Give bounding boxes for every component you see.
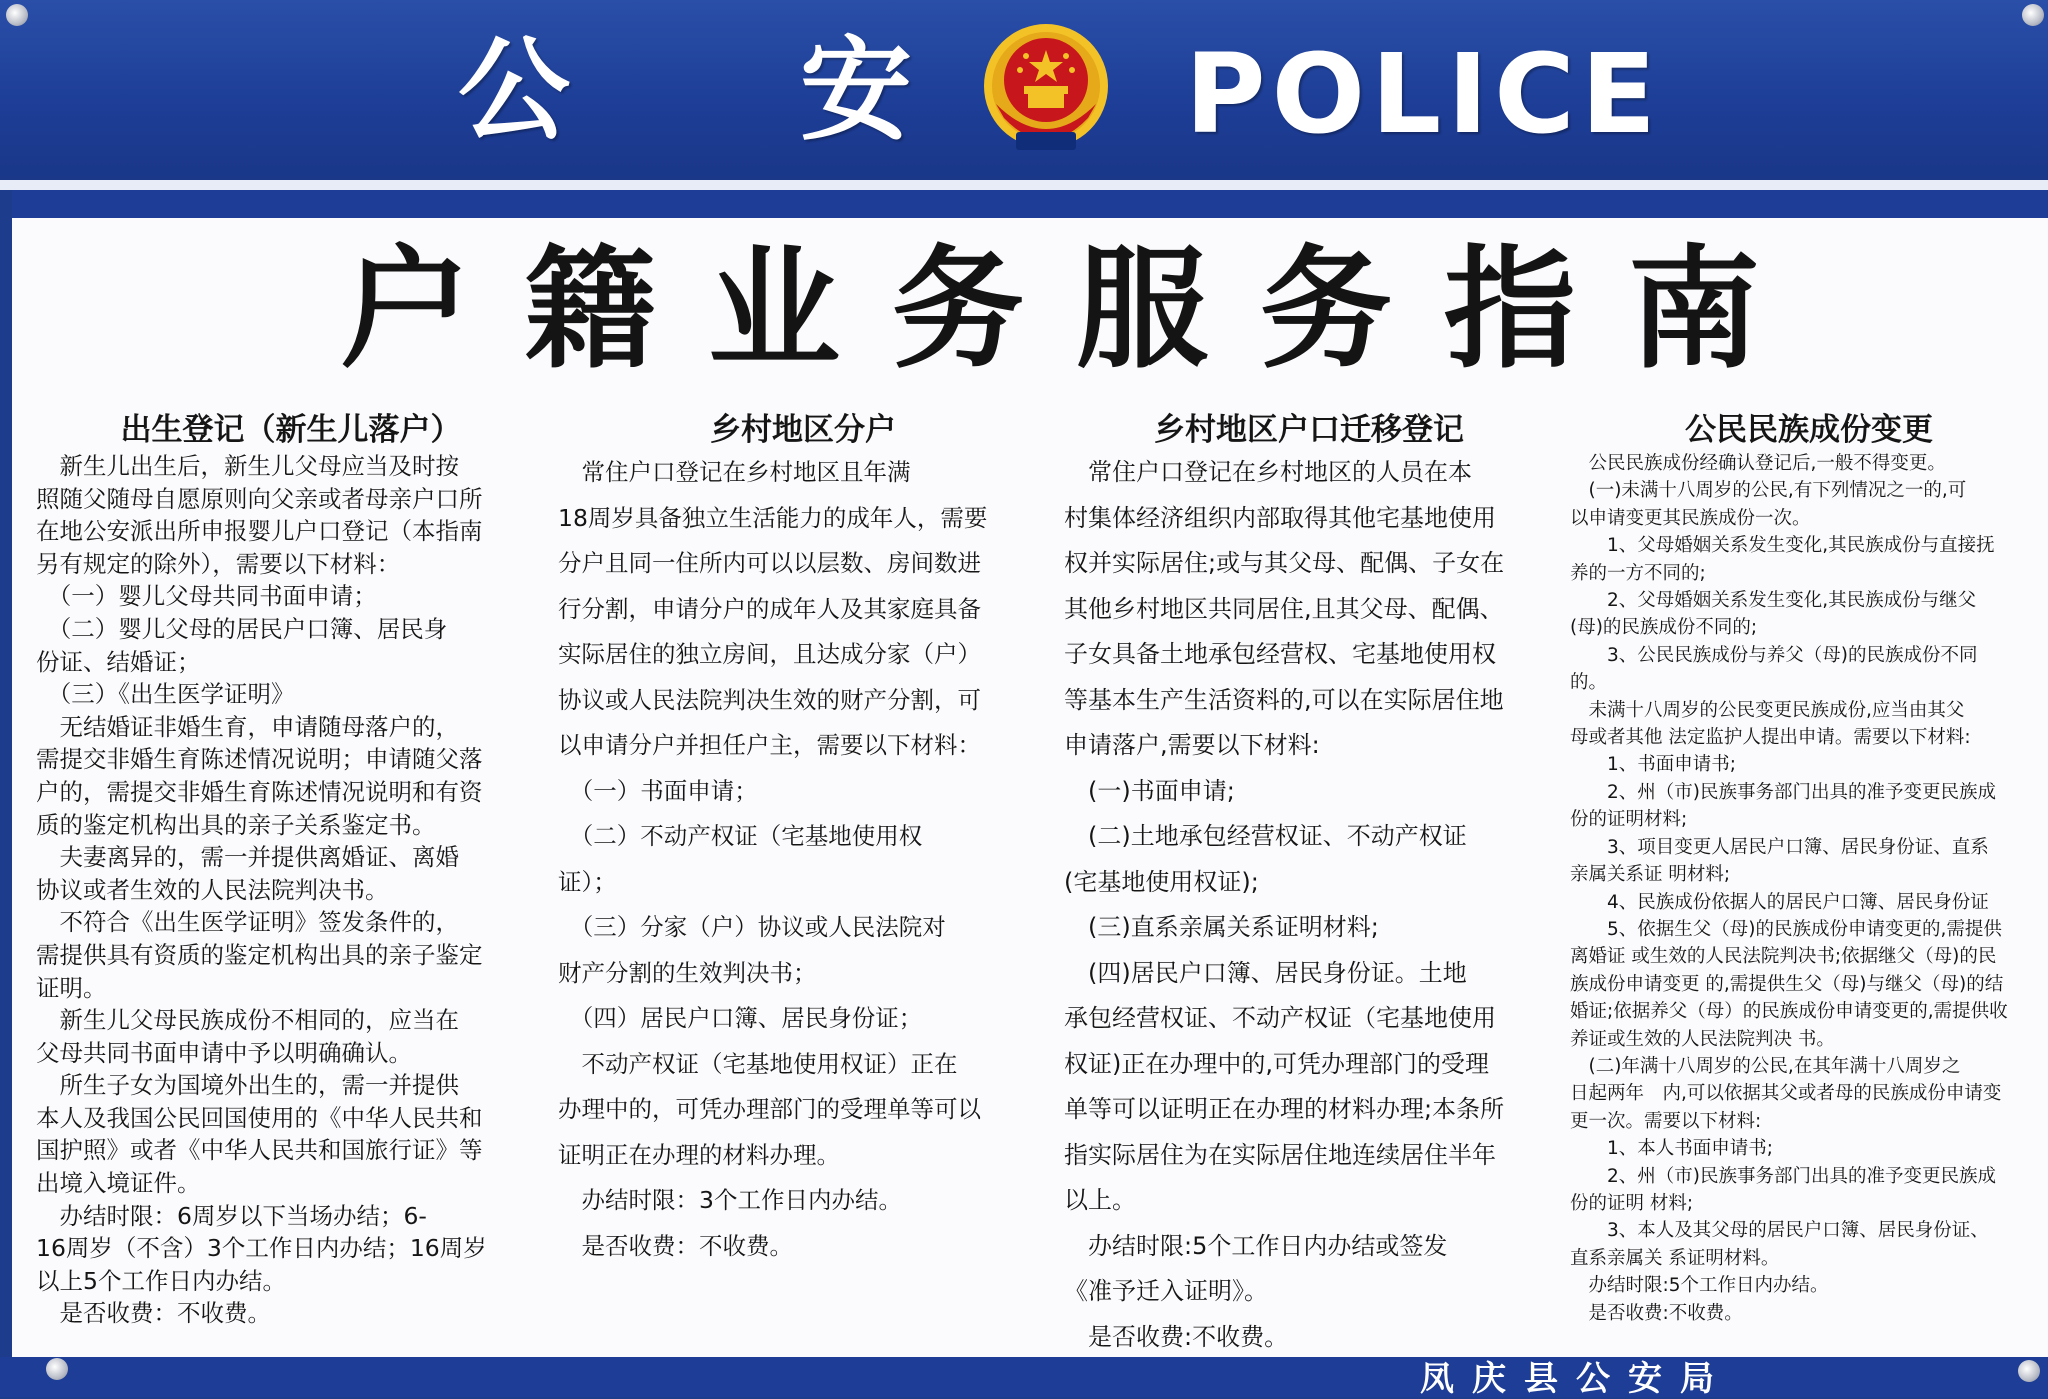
section-line: 5、依据生父（母)的民族成份申请变更的,需提供 (1570, 918, 2002, 940)
section-line: 办结时限:5个工作日内办结或签发 (1064, 1231, 1448, 1260)
section-line: （三）分家（户）协议或人民法院对 (558, 913, 946, 941)
section-line: （三）《出生医学证明》 (36, 680, 295, 709)
section-line: (二)年满十八周岁的公民,在其年满十八周岁之 (1570, 1055, 1961, 1077)
section-line: （一）书面申请； (558, 776, 758, 805)
section-line: 《准予迁入证明》。 (1064, 1277, 1268, 1305)
section-line: 另有规定的除外），需要以下材料： (36, 549, 401, 578)
section-line: 是否收费:不收费。 (1064, 1322, 1289, 1351)
section-line: 2、州（市)民族事务部门出具的准予变更民族成 (1570, 1165, 1996, 1187)
section-line: 的。 (1570, 672, 1608, 694)
header-divider (0, 180, 2048, 190)
section-line: 新生儿父母民族成份不相同的，应当在 (36, 1006, 459, 1035)
section-line: 未满十八周岁的公民变更民族成份,应当由其父 (1570, 699, 1965, 721)
header-banner (0, 0, 2048, 180)
section-line: 申请落户,需要以下材料: (1064, 731, 1320, 759)
section-line: 协议或人民法院判决生效的财产分割，可 (558, 685, 981, 714)
footer-issuer: 凤庆县公安局 (1420, 1359, 1732, 1399)
section-line: 本人及我国公民回国使用的《中华人民共和 (36, 1103, 483, 1132)
section-line: 常住户口登记在乡村地区且年满 (558, 458, 911, 486)
section-body (558, 450, 1048, 1269)
section-line: 证）； (558, 867, 617, 896)
section-line: 单等可以证明正在办理的材料办理;本条所 (1064, 1095, 1505, 1123)
footer-banner (0, 1357, 2048, 1397)
section-line: 子女具备土地承包经营权、宅基地使用权 (1064, 640, 1496, 668)
section-line: 国护照》或者《中华人民共和国旅行证》等 (36, 1136, 483, 1165)
header-police-text: POLICE (1185, 30, 1663, 158)
section-line: 不动产权证（宅基地使用权证）正在 (558, 1049, 958, 1078)
section-line: 公民民族成份经确认登记后,一般不得变更。 (1570, 453, 1946, 474)
section-line: 办结时限：3个工作日内办结。 (558, 1186, 902, 1214)
section-line: 出境入境证件。 (36, 1169, 201, 1198)
section-line: 18周岁具备独立生活能力的成年人，需要 (558, 503, 988, 532)
section-line: 需提交非婚生育陈述情况说明；申请随父落 (36, 745, 483, 774)
section-line: 证明正在办理的材料办理。 (558, 1140, 840, 1169)
section-line: 1、父母婚姻关系发生变化,其民族成份与直接抚 (1570, 535, 1995, 557)
section-line: 离婚证 或生效的人民法院判决书;依据继父（母)的民 (1570, 946, 1997, 968)
header-blue-strip (12, 190, 2048, 218)
section-line: 以上5个工作日内办结。 (36, 1266, 286, 1295)
section-line: 3、本人及其父母的居民户口簿、居民身份证、 (1570, 1220, 1989, 1242)
section-line: 亲属关系证 明材料; (1570, 864, 1731, 886)
section-line: 2、州（市)民族事务部门出具的准予变更民族成 (1570, 781, 1996, 803)
section-line: 承包经营权证、不动产权证（宅基地使用 (1064, 1004, 1496, 1032)
section-line: （一）婴儿父母共同书面申请； (36, 582, 377, 611)
section-heading: 乡村地区户口迁移登记 (1154, 412, 1464, 448)
section-line: 是否收费：不收费。 (558, 1231, 793, 1260)
section-line: 指实际居住为在实际居住地连续居住半年 (1064, 1140, 1496, 1169)
section-line: （四）居民户口簿、居民身份证； (558, 1004, 923, 1032)
section-line: 4、民族成份依据人的居民户口簿、居民身份证 (1570, 891, 1989, 913)
section-line: 无结婚证非婚生育，申请随母落户的， (36, 712, 459, 741)
screw-icon (2018, 1360, 2040, 1382)
section-line: 份的证明材料; (1570, 809, 1688, 831)
section-line: 养的一方不同的; (1570, 562, 1706, 584)
section-ethnicity-change (1570, 410, 2048, 1327)
section-line: 所生子女为国境外出生的，需一并提供 (36, 1071, 459, 1100)
section-line: 村集体经济组织内部取得其他宅基地使用 (1064, 503, 1496, 532)
section-birth-registration (36, 410, 546, 1330)
section-line: 不符合《出生医学证明》签发条件的， (36, 908, 459, 937)
section-line: 办结时限：6周岁以下当场办结；6- (36, 1201, 427, 1230)
section-line: 质的鉴定机构出具的亲子关系鉴定书。 (36, 810, 436, 839)
section-line: 直系亲属关 系证明材料。 (1570, 1247, 1780, 1269)
section-line: 族成份申请变更 的,需提供生父（母)与继父（母)的结 (1570, 973, 2004, 995)
section-line: 以申请变更其民族成份一次。 (1570, 507, 1811, 529)
section-line: 更一次。需要以下材料: (1570, 1110, 1762, 1132)
section-line: 其他乡村地区共同居住,且其父母、配偶、 (1064, 594, 1504, 623)
section-line: （二）婴儿父母的居民户口簿、居民身 (36, 614, 448, 643)
section-line: 需提供具有资质的鉴定机构出具的亲子鉴定 (36, 940, 483, 969)
section-line: 协议或者生效的人民法院判决书。 (36, 875, 389, 904)
section-heading: 出生登记（新生儿落户） (120, 412, 462, 448)
section-line: 办结时限:5个工作日内办结。 (1570, 1275, 1829, 1297)
section-line: (母)的民族成份不同的; (1570, 617, 1758, 639)
section-line: 是否收费:不收费。 (1570, 1302, 1743, 1324)
section-rural-household-split (558, 410, 1048, 1269)
section-heading: 公民民族成份变更 (1685, 412, 1933, 448)
header-char-gong: 公 (458, 26, 570, 156)
section-line: 照随父随母自愿原则向父亲或者母亲户口所 (36, 484, 483, 513)
section-line: (二)土地承包经营权证、不动产权证 (1064, 822, 1467, 850)
section-rural-migration (1064, 410, 1554, 1360)
section-body (36, 450, 546, 1330)
section-line: 1、书面申请书; (1570, 754, 1737, 776)
section-line: 份的证明 材料; (1570, 1192, 1694, 1214)
police-emblem-icon (976, 14, 1116, 164)
section-line: 以申请分户并担任户主，需要以下材料： (558, 731, 981, 759)
section-line: 父母共同书面申请中予以明确确认。 (36, 1038, 412, 1067)
section-line: 新生儿出生后，新生儿父母应当及时按 (36, 452, 459, 480)
section-line: 办理中的，可凭办理部门的受理单等可以 (558, 1095, 981, 1123)
section-line: 在地公安派出所申报婴儿户口登记（本指南 (36, 517, 483, 546)
section-line: （二）不动产权证（宅基地使用权 (558, 822, 923, 850)
section-line: (三)直系亲属关系证明材料; (1064, 913, 1379, 941)
section-heading: 乡村地区分户 (710, 412, 896, 448)
section-line: 权并实际居住;或与其父母、配偶、子女在 (1064, 549, 1505, 577)
screw-icon (46, 1358, 68, 1380)
section-line: 财产分割的生效判决书； (558, 958, 817, 987)
section-line: 以上。 (1064, 1186, 1136, 1214)
section-line: 行分割，申请分户的成年人及其家庭具备 (558, 594, 981, 623)
section-body (1064, 450, 1554, 1360)
section-line: 夫妻离异的，需一并提供离婚证、离婚 (36, 843, 459, 872)
section-line: 是否收费：不收费。 (36, 1299, 271, 1328)
header-char-an: 安 (800, 26, 912, 156)
section-line: 1、本人书面申请书; (1570, 1138, 1774, 1160)
section-line: 份证、结婚证； (36, 647, 201, 676)
section-line: 户的，需提交非婚生育陈述情况说明和有资 (36, 777, 483, 806)
section-line: (一)未满十八周岁的公民,有下列情况之一的,可 (1570, 480, 1967, 502)
section-line: 实际居住的独立房间，且达成分家（户） (558, 640, 981, 668)
section-line: (宅基地使用权证); (1064, 867, 1259, 896)
page-title: 户籍业务服务指南 (340, 233, 1812, 387)
section-line: (一)书面申请; (1064, 776, 1235, 805)
section-line: 16周岁（不含）3个工作日内办结；16周岁 (36, 1234, 487, 1263)
screw-icon (6, 4, 28, 26)
section-line: 分户且同一住所内可以以层数、房间数进 (558, 549, 981, 577)
section-line: 婚证;依据养父（母）的民族成份申请变更的,需提供收 (1570, 1001, 2008, 1023)
section-line: (四)居民户口簿、居民身份证。土地 (1064, 958, 1467, 987)
section-line: 母或者其他 法定监护人提出申请。需要以下材料: (1570, 727, 1971, 749)
screw-icon (2022, 4, 2044, 26)
section-line: 养证或生效的人民法院判决 书。 (1570, 1028, 1835, 1050)
section-line: 权证)正在办理中的,可凭办理部门的受理 (1064, 1049, 1489, 1078)
section-line: 日起两年 内,可以依据其父或者母的民族成份申请变 (1570, 1083, 2002, 1105)
section-body (1570, 450, 2048, 1327)
section-line: 2、父母婚姻关系发生变化,其民族成份与继父 (1570, 590, 1977, 612)
section-line: 3、项目变更人居民户口簿、居民身份证、直系 (1570, 836, 1989, 858)
section-line: 常住户口登记在乡村地区的人员在本 (1064, 458, 1472, 486)
section-line: 证明。 (36, 973, 107, 1002)
section-line: 3、公民民族成份与养父（母)的民族成份不同 (1570, 644, 1978, 666)
section-line: 等基本生产生活资料的,可以在实际居住地 (1064, 685, 1504, 714)
